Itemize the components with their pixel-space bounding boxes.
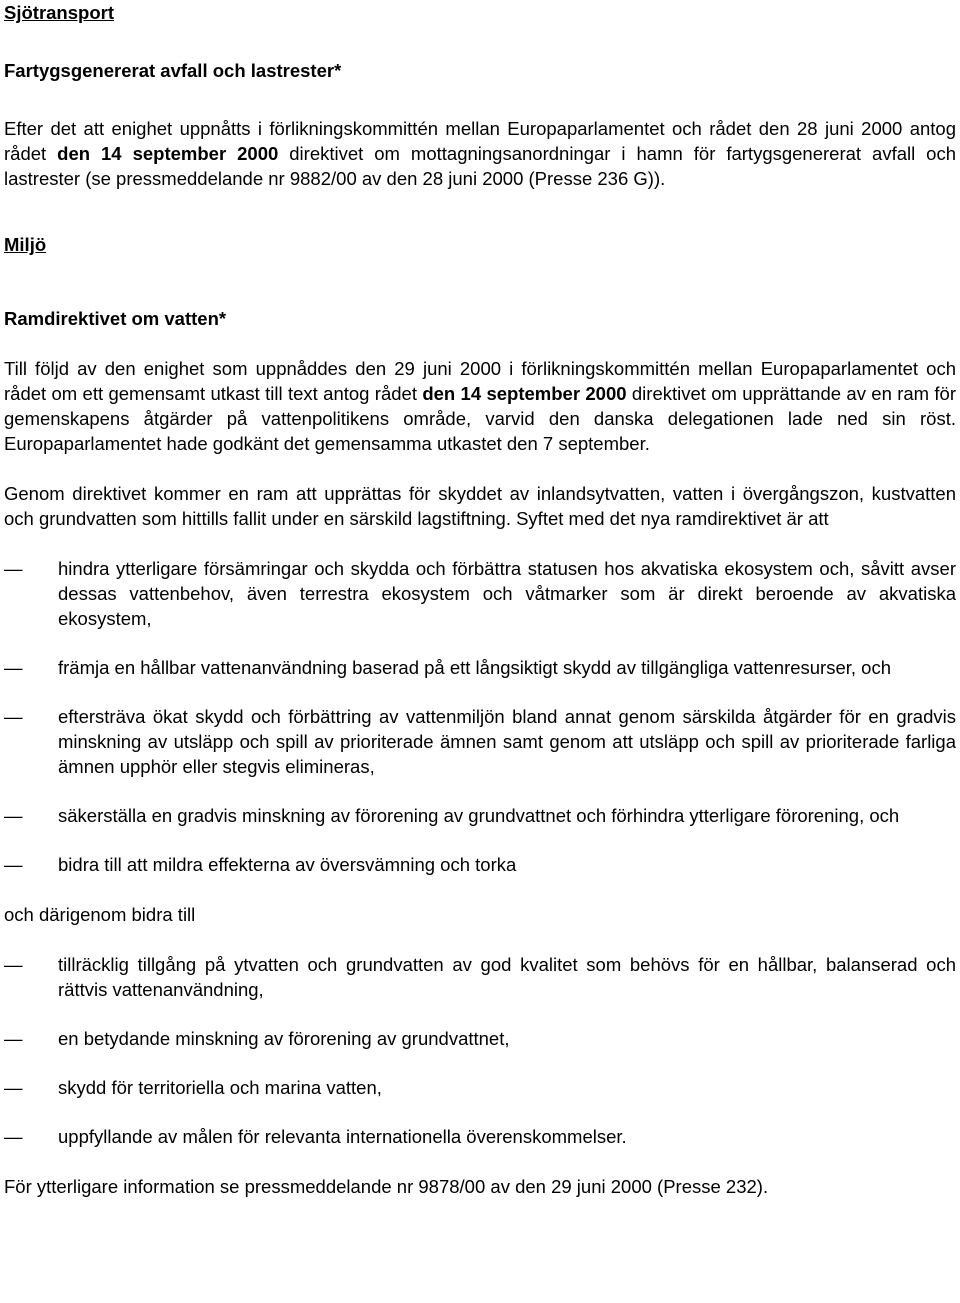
list-item xyxy=(4,1075,956,1100)
list-item-text: en betydande minskning av förorening av grundvattnet, xyxy=(58,1028,510,1049)
section-heading-environment: Miljö xyxy=(4,234,47,255)
dash-marker: — xyxy=(4,954,23,975)
paragraph-text: direktivet om upprättande av en ram för gemenskapens åtgärder på vattenpolitikens område, varvid den danska delegationen lade ned sin röst. Europaparlamentet hade godkänt det gemensamma utkastet den 7 september. xyxy=(4,383,957,454)
dash-marker: — xyxy=(4,657,23,678)
paragraph-thereby: och därigenom bidra till xyxy=(4,904,196,925)
paragraph-date-bold: den 14 september 2000 xyxy=(57,143,279,164)
paragraph-date-bold: den 14 september 2000 xyxy=(422,383,627,404)
paragraph-directive-purpose: Genom direktivet kommer en ram att upprättas för skyddet av inlandsytvatten, vatten i övergångszon, kustvatten och grundvatten som hittills fallit under en särskild lagstiftning. Syftet med det nya ramdirektivet är att xyxy=(4,483,956,529)
paragraph-text: Efter det att enighet uppnåtts i förlikningskommittén mellan Europaparlamentet och rådet den 28 juni 2000 antog rådet xyxy=(4,118,956,164)
section-heading-sea-transport: Sjötransport xyxy=(4,2,114,23)
list-item-text: säkerställa en gradvis minskning av förorening av grundvattnet och förhindra ytterligare förorening, och xyxy=(58,805,900,826)
dash-marker: — xyxy=(4,558,23,579)
paragraph-text: direktivet om mottagningsanordningar i hamn för fartygsgenererat avfall och lastrester (se pressmeddelande nr 9882/00 av den 28 juni 2000 (Presse 236 G)). xyxy=(4,143,957,189)
list-item-text: främja en hållbar vattenanvändning baserad på ett långsiktigt skydd av tillgängliga vattenresurser, och xyxy=(58,657,892,678)
dash-marker: — xyxy=(4,1028,23,1049)
list-item xyxy=(4,1026,956,1051)
dash-marker: — xyxy=(4,805,23,826)
paragraph-water-directive-adoption xyxy=(4,356,956,456)
list-item-text: bidra till att mildra effekterna av översvämning och torka xyxy=(58,854,517,875)
dash-marker: — xyxy=(4,854,23,875)
subheading-ship-waste: Fartygsgenererat avfall och lastrester* xyxy=(4,60,342,81)
list-item xyxy=(4,655,956,680)
list-item-text: eftersträva ökat skydd och förbättring av vattenmiljön bland annat genom särskilda åtgärder för en gradvis minskning av utsläpp och spill av prioriterade ämnen samt genom att utsläpp och spill av prioriterade farliga ämnen upphör eller stegvis elimineras, xyxy=(58,706,956,777)
list-item-text: tillräcklig tillgång på ytvatten och grundvatten av god kvalitet som behövs för en hållbar, balanserad och rättvis vattenanvändning, xyxy=(58,954,956,1000)
list-item xyxy=(4,852,956,877)
list-item xyxy=(4,1124,956,1149)
dash-marker: — xyxy=(4,1077,23,1098)
list-item-text: skydd för territoriella och marina vatten, xyxy=(58,1077,382,1098)
paragraph-ship-waste xyxy=(4,116,956,191)
list-item xyxy=(4,556,956,631)
footer-reference: För ytterligare information se pressmeddelande nr 9878/00 av den 29 juni 2000 (Presse 232). xyxy=(4,1176,769,1197)
paragraph-text: Till följd av den enighet som uppnåddes den 29 juni 2000 i förlikningskommittén mellan Europaparlamentet och rådet om ett gemensamt utkast till text antog rådet xyxy=(4,358,956,404)
list-item xyxy=(4,803,956,828)
dash-marker: — xyxy=(4,706,23,727)
list-item xyxy=(4,952,956,1002)
list-item-text: hindra ytterligare försämringar och skydda och förbättra statusen hos akvatiska ekosystem och, såvitt avser dessas vattenbehov, även terrestra ekosystem och våtmarker som är direkt beroende av akvatiska ekosystem, xyxy=(58,558,956,629)
list-item-text: uppfyllande av målen för relevanta internationella överenskommelser. xyxy=(58,1126,627,1147)
list-item xyxy=(4,704,956,779)
dash-marker: — xyxy=(4,1126,23,1147)
subheading-water-directive: Ramdirektivet om vatten* xyxy=(4,308,227,329)
